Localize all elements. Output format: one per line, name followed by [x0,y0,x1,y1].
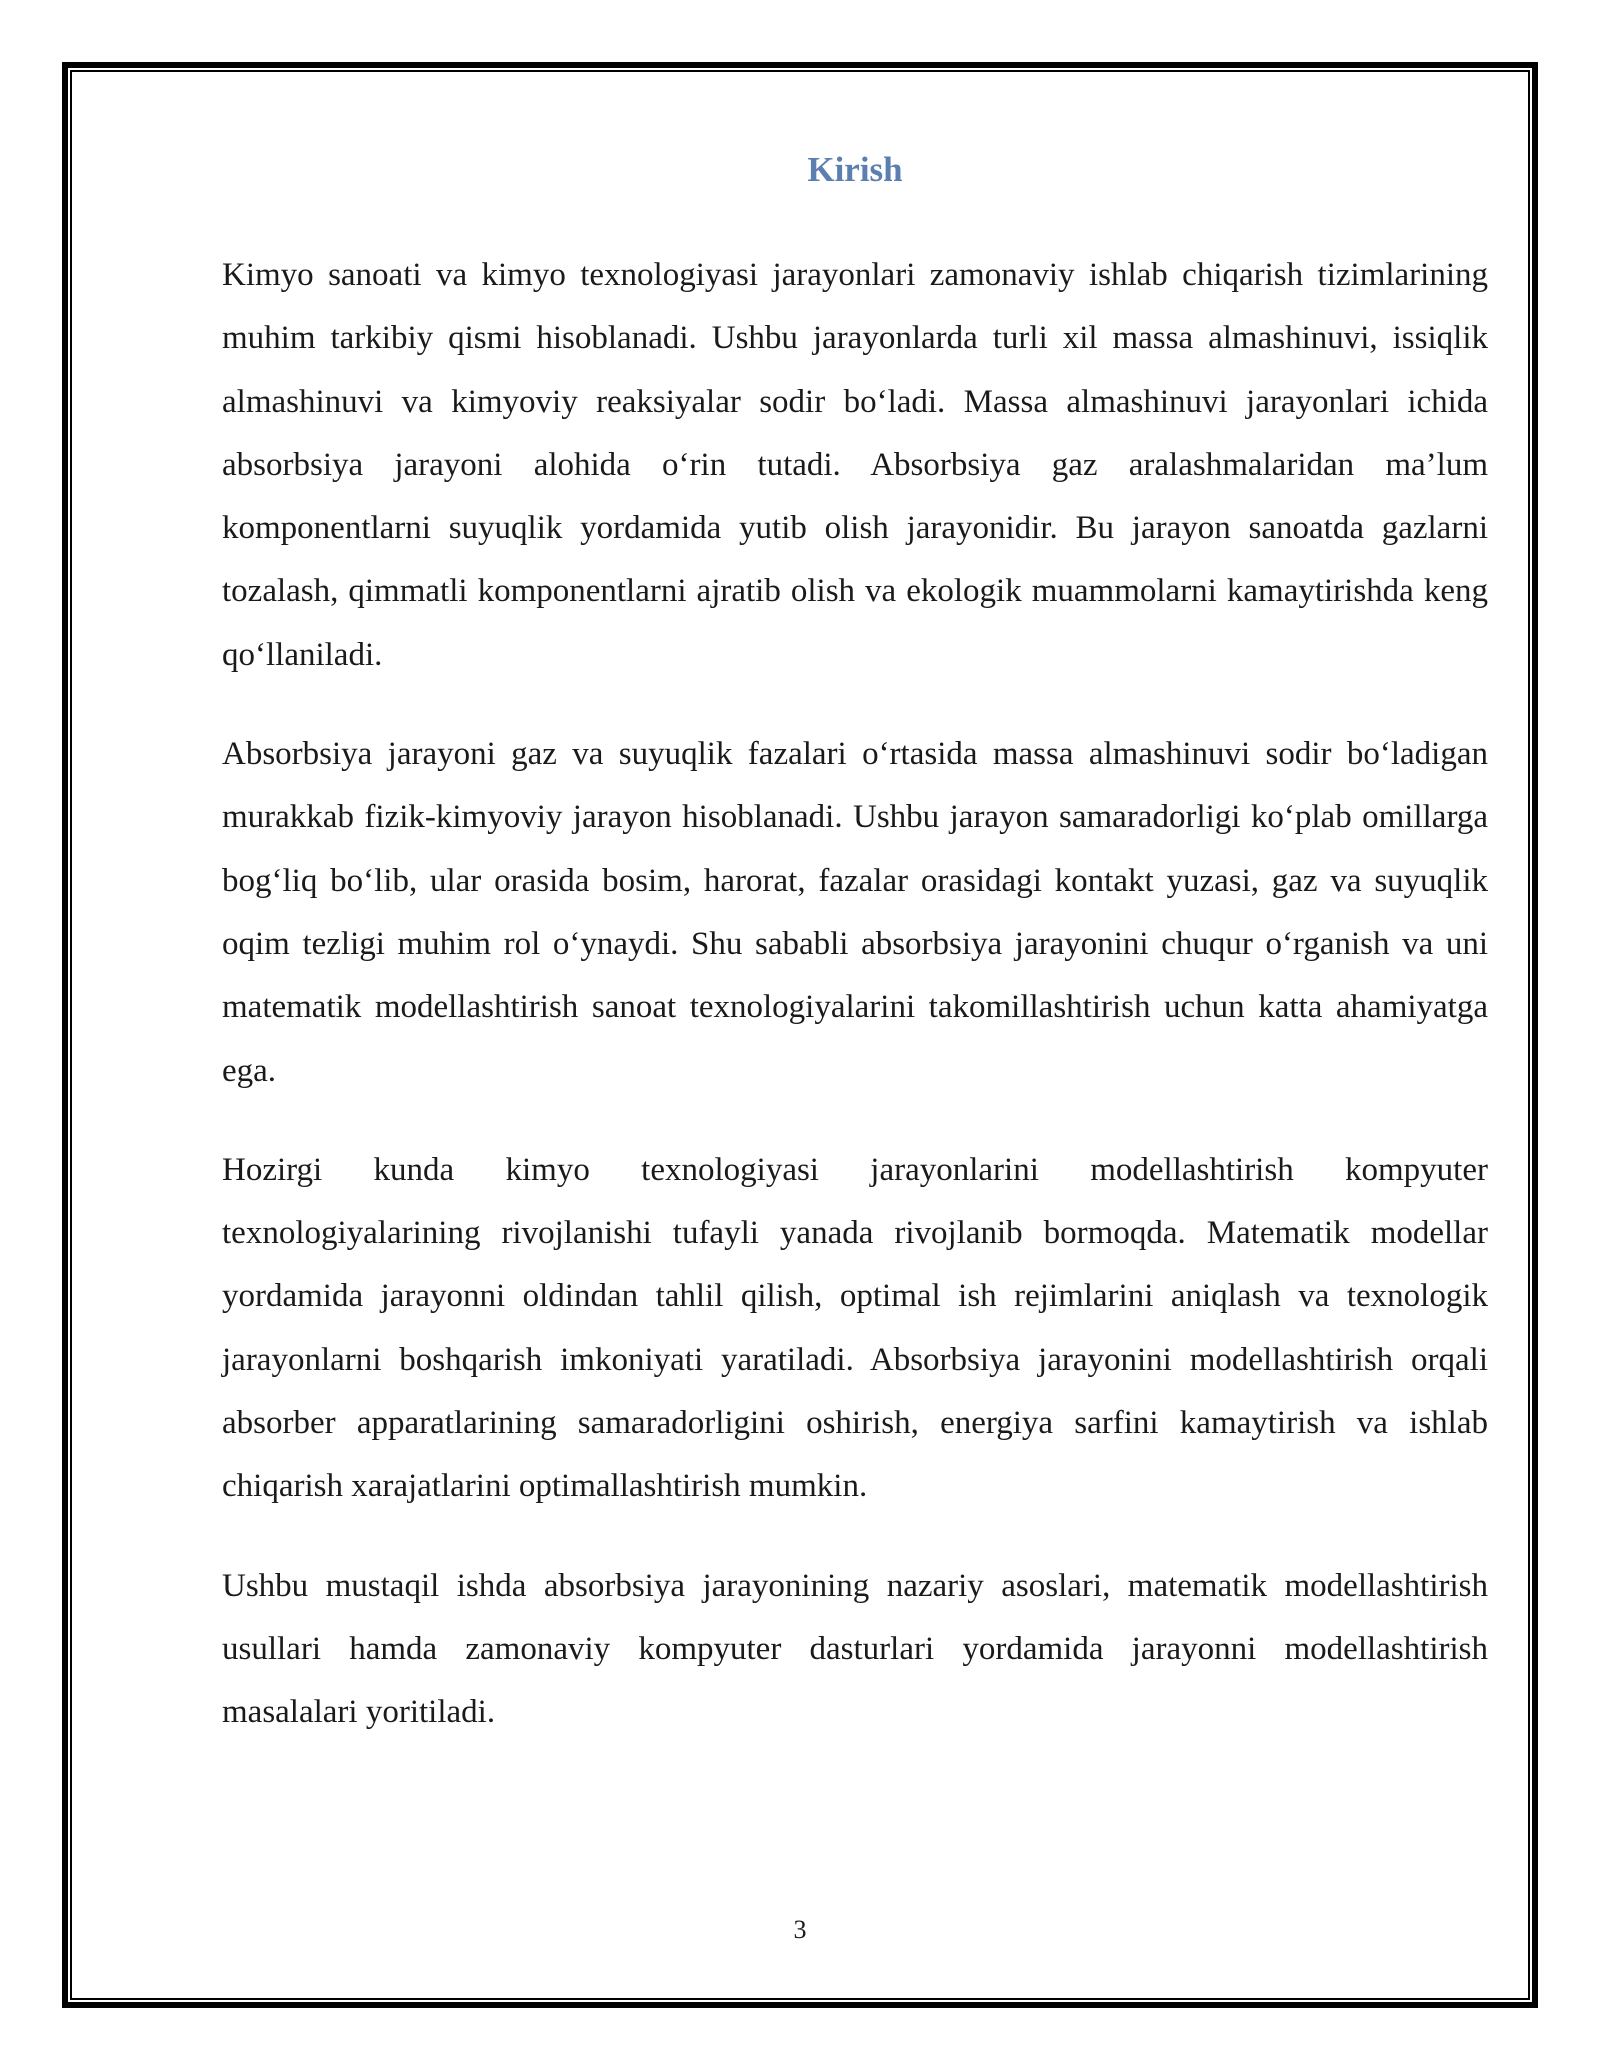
paragraph-1: Kimyo sanoati va kimyo texnologiyasi jarayonlari zamonaviy ishlab chiqarish tizimlarining muhim tarkibiy qismi hisoblanadi. Ushbu jarayonlarda turli xil massa almashinuvi, issiqlik almashinuvi va kimyoviy reaksiyalar sodir bo‘ladi. Massa almashinuvi jarayonlari ichida absorbsiya jarayoni alohida o‘rin tutadi. Absorbsiya gaz aralashmalaridan ma’lum komponentlarni suyuqlik yordamida yutib olish jarayonidir. Bu jarayon sanoatda gazlarni tozalash, qimmatli komponentlarni ajratib olish va ekologik muammolarni kamaytirishda keng qo‘llaniladi. [222,257,1488,673]
section-title: Kirish [807,150,903,189]
page-content [222,130,1488,1781]
paragraph-4: Ushbu mustaqil ishda absorbsiya jarayonining nazariy asoslari, matematik modellashtirish usullari hamda zamonaviy kompyuter dasturlari yordamida jarayonni modellashtirish masalalari yoritiladi. [222,1567,1488,1731]
paragraph-3: Hozirgi kunda kimyo texnologiyasi jarayonlarini modellashtirish kompyuter texnologiyalarining rivojlanishi tufayli yanada rivojlanib bormoqda. Matematik modellar yordamida jarayonni oldindan tahlil qilish, optimal ish rejimlarini aniqlash va texnologik jarayonlarni boshqarish imkoniyati yaratiladi. Absorbsiya jarayonini modellashtirish orqali absorber apparatlarining samaradorligini oshirish, energiya sarfini kamaytirish va ishlab chiqarish xarajatlarini optimallashtirish mumkin. [222,1151,1488,1505]
paragraph-2: Absorbsiya jarayoni gaz va suyuqlik fazalari o‘rtasida massa almashinuvi sodir bo‘ladigan murakkab fizik-kimyoviy jarayon hisoblanadi. Ushbu jarayon samaradorligi ko‘plab omillarga bog‘liq bo‘lib, ular orasida bosim, harorat, fazalar orasidagi kontakt yuzasi, gaz va suyuqlik oqim tezligi muhim rol o‘ynaydi. Shu sababli absorbsiya jarayonini chuqur o‘rganish va uni matematik modellashtirish sanoat texnologiyalarini takomillashtirish uchun katta ahamiyatga ega. [222,736,1488,1089]
page-number: 3 [793,1915,807,1944]
